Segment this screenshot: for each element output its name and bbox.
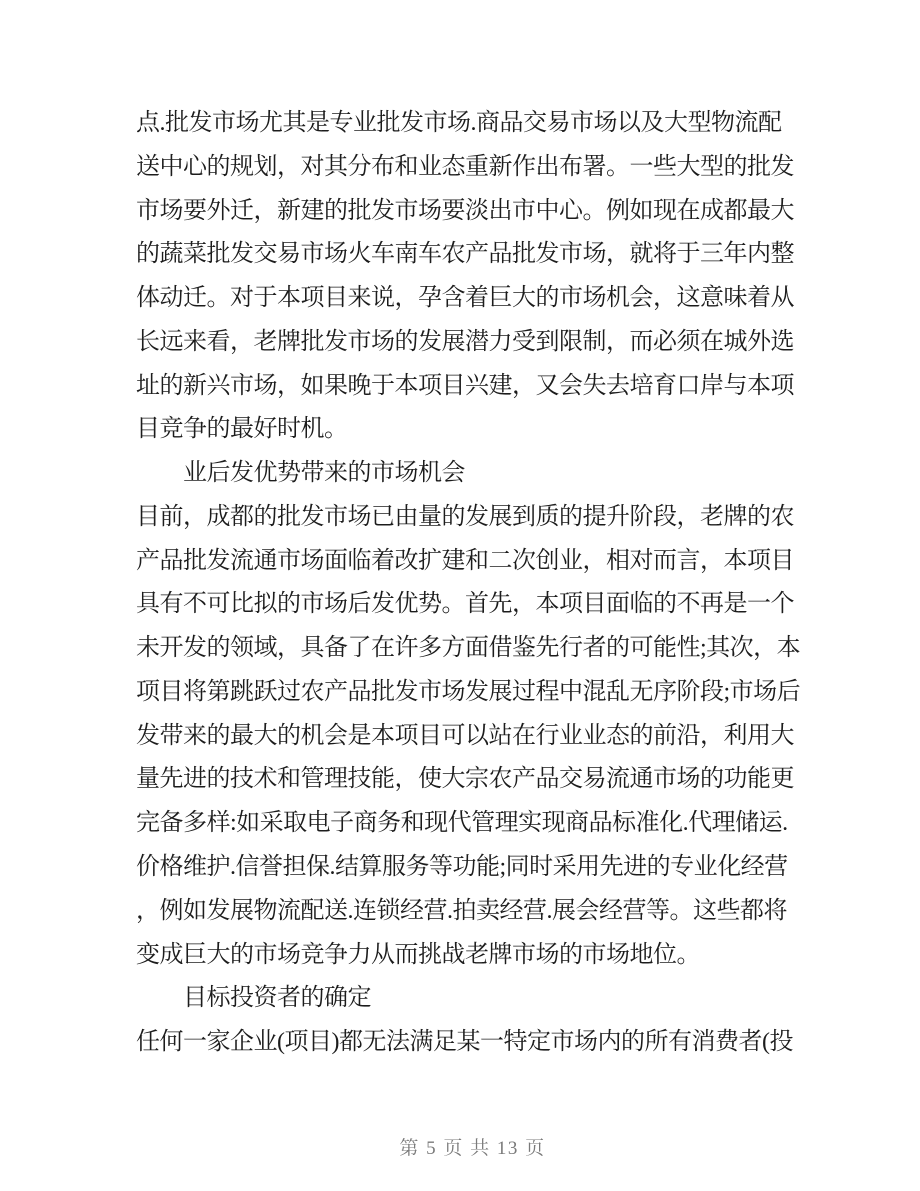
- text-line: 任何一家企业(项目)都无法满足某一特定市场内的所有消费者(投: [136, 1029, 793, 1056]
- text-line: 变成巨大的市场竞争力从而挑战老牌市场的市场地位。: [136, 941, 700, 968]
- text-line: 未开发的领域，具备了在许多方面借鉴先行者的可能性;其次，本: [136, 635, 801, 662]
- text-line: ，例如发展物流配送.连锁经营.拍卖经营.展会经营等。这些都将: [136, 897, 787, 924]
- text-line: 点.批发市场尤其是专业批发市场.商品交易市场以及大型物流配: [136, 110, 782, 136]
- text-line: 价格维护.信誉担保.结算服务等功能;同时采用先进的专业化经营: [136, 854, 788, 881]
- text-line: 目前，成都的批发市场已由量的发展到质的提升阶段，老牌的农: [136, 503, 794, 530]
- page-footer: [0, 1110, 920, 1188]
- text-line: 项目将第跳跃过农产品批发市场发展过程中混乱无序阶段;市场后: [136, 678, 801, 705]
- text-line: 长远来看，老牌批发市场的发展潜力受到限制，而必须在城外选: [136, 328, 794, 355]
- document-body: [136, 102, 836, 1065]
- text-line: 完备多样:如采取电子商务和现代管理实现商品标准化.代理储运.: [136, 810, 788, 837]
- text-line: 具有不可比拟的市场后发优势。首先，本项目面临的不再是一个: [136, 591, 794, 618]
- page-number-indicator: 第 5 页 共 13 页: [399, 1138, 546, 1159]
- text-line: 产品批发流通市场面临着改扩建和二次创业，相对而言，本项目: [136, 547, 794, 574]
- text-line: 发带来的最大的机会是本项目可以站在行业业态的前沿，利用大: [136, 722, 794, 749]
- text-line: 量先进的技术和管理技能，使大宗农产品交易流通市场的功能更: [136, 766, 794, 793]
- text-line: 目标投资者的确定: [136, 985, 371, 1012]
- text-line: 目竞争的最好时机。: [136, 416, 348, 443]
- text-line: 体动迁。对于本项目来说，孕含着巨大的市场机会，这意味着从: [136, 285, 794, 312]
- text-line: 送中心的规划，对其分布和业态重新作出布署。一些大型的批发: [136, 153, 794, 180]
- text-line: 市场要外迁，新建的批发市场要淡出市中心。例如现在成都最大: [136, 197, 794, 224]
- text-line: 业后发优势带来的市场机会: [136, 460, 465, 487]
- text-line: 址的新兴市场，如果晚于本项目兴建，又会失去培育口岸与本项: [136, 372, 794, 399]
- text-line: 的蔬菜批发交易市场火车南车农产品批发市场，就将于三年内整: [136, 241, 794, 268]
